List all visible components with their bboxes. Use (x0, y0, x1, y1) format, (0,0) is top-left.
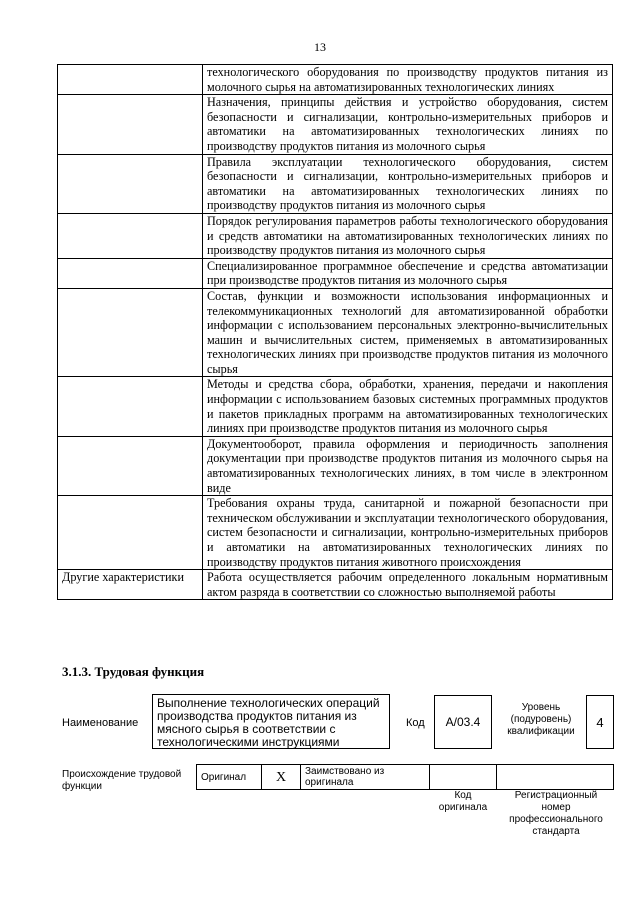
table-row (58, 65, 613, 95)
section-title: 3.1.3. Трудовая функция (62, 664, 205, 679)
row-characteristic-cell (58, 95, 203, 154)
page-number: 13 (314, 40, 326, 54)
origin-code-cell (430, 765, 497, 790)
row-characteristic-cell (58, 213, 203, 258)
table-row (58, 288, 613, 377)
row-characteristic-cell (58, 288, 203, 377)
row-description-cell: Требования охраны труда, санитарной и пожарной безопасности при техническом обслуживании и эксплуатации технологического оборудования, систем безопасности и сигнализации, контрольно-измерительных приборов и автоматики на автоматизированных технологических линиях по производству продуктов питания животного происхождения (203, 496, 613, 570)
reg-number-cell (497, 765, 614, 790)
table-row (58, 258, 613, 288)
row-description-cell: Назначения, принципы действия и устройство оборудования, систем безопасности и сигнализации, контрольно-измерительных приборов и автоматики на автоматизированных технологических линиях по производству продуктов питания из молочного сырья (203, 95, 613, 154)
knowledge-table (57, 64, 613, 600)
row-description-cell: Состав, функции и возможности использования информационных и телекоммуникационных технологий для автоматизированной обработки информации с использованием персональных электронно-вычислительных машин и вычислительных систем, применяемых в автоматизированных технологических линиях при производстве продуктов питания из молочного сырья (203, 288, 613, 377)
level-label: Уровень (подуровень) квалификации (507, 702, 575, 737)
row-characteristic-cell (58, 496, 203, 570)
row-characteristic-cell (58, 65, 203, 95)
table-row (58, 95, 613, 154)
table-row (58, 377, 613, 436)
row-description-cell: Порядок регулирования параметров работы технологического оборудования и средств автоматики на автоматизированных технологических линиях по производству продуктов питания из молочного сырья (203, 213, 613, 258)
code-value: A/03.4 (434, 695, 492, 749)
original-mark: X (262, 765, 301, 790)
original-label: Оригинал (197, 765, 262, 790)
row-description-cell: Работа осуществляется рабочим определенного локальным нормативным актом разряда в соответствии со сложностью выполняемой работы (203, 570, 613, 600)
level-value: 4 (586, 695, 614, 749)
row-description-cell: Методы и средства сбора, обработки, хранения, передачи и накопления информации с использованием базовых системных программных продуктов и пакетов прикладных программ на автоматизированных технологических линиях при производстве продуктов питания из молочного сырья (203, 377, 613, 436)
table-row (58, 213, 613, 258)
name-label: Наименование (62, 717, 139, 729)
origin-code-label: Код оригинала (438, 790, 488, 813)
origin-table (196, 764, 614, 790)
row-description-cell: Документооборот, правила оформления и периодичность заполнения документации при производстве продуктов питания из молочного сырья на автоматизированных технологических линиях, в том числе в электронном виде (203, 436, 613, 495)
row-characteristic-cell (58, 436, 203, 495)
row-characteristic-cell (58, 154, 203, 213)
row-characteristic-cell (58, 377, 203, 436)
function-name-field: Выполнение технологических операций производства продуктов питания из мясного сырья в соответствии с технологическими инструкциями (152, 694, 390, 749)
reg-number-label: Регистрационный номер профессионального стандарта (509, 790, 603, 837)
table-row (58, 436, 613, 495)
code-label: Код (406, 717, 425, 729)
row-description-cell: Правила эксплуатации технологического оборудования, систем безопасности и сигнализации, контрольно-измерительных приборов и автоматики на автоматизированных технологических линиях по производству продуктов питания из молочного сырья (203, 154, 613, 213)
table-row (58, 154, 613, 213)
row-characteristic-cell: Другие характеристики (58, 570, 203, 600)
borrowed-label: Заимствовано из оригинала (301, 765, 430, 790)
origin-label: Происхождение трудовой функции (62, 769, 182, 792)
table-row (58, 570, 613, 600)
row-characteristic-cell (58, 258, 203, 288)
row-description-cell: технологического оборудования по производству продуктов питания из молочного сырья на автоматизированных технологических линиях (203, 65, 613, 95)
row-description-cell: Специализированное программное обеспечение и средства автоматизации при производстве продуктов питания из молочного сырья (203, 258, 613, 288)
table-row (58, 496, 613, 570)
